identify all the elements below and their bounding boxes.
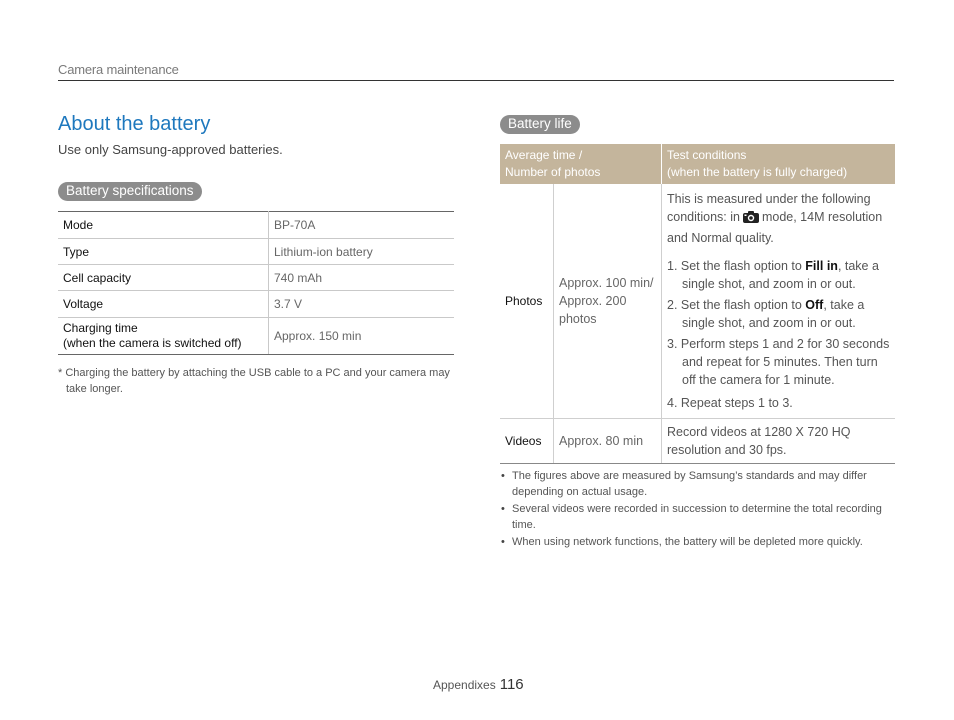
column-header-time — [500, 144, 662, 184]
table-row — [500, 184, 895, 418]
conditions-intro — [667, 190, 890, 247]
life-type: Videos — [500, 418, 554, 463]
page-subtitle: Use only Samsung-approved batteries. — [58, 142, 283, 157]
spec-label: Cell capacity — [58, 265, 269, 291]
page-number: 116 — [499, 676, 524, 693]
life-type: Photos — [500, 184, 554, 418]
table-row — [500, 418, 895, 463]
step-bold: Off — [805, 297, 824, 312]
smart-auto-camera-icon — [742, 210, 760, 229]
spec-label — [58, 318, 269, 355]
header-line: Number of photos — [505, 165, 601, 179]
life-time: Approx. 100 min/ Approx. 200 photos — [554, 184, 662, 418]
spec-value: 740 mAh — [269, 265, 455, 291]
spec-label-note: (when the camera is switched off) — [63, 336, 242, 350]
running-header: Camera maintenance — [58, 62, 179, 77]
step-bold: Fill in — [805, 258, 838, 273]
step-text: , take a single shot, and zoom in or out. — [682, 297, 865, 330]
battery-specs-heading: Battery specifications — [58, 182, 202, 201]
intro-text: mode, 14M resolution and Normal quality. — [667, 209, 883, 245]
battery-life-notes — [500, 468, 895, 551]
spec-value: Lithium-ion battery — [269, 239, 455, 265]
life-conditions — [662, 184, 896, 418]
table-row — [58, 318, 454, 355]
life-conditions: Record videos at 1280 X 720 HQ resolution and 30 fps. — [662, 418, 896, 463]
step-text: , take a single shot, and zoom in or out. — [682, 258, 879, 291]
intro-text: This is measured under the following conditions: in — [667, 191, 871, 224]
spec-value: Approx. 150 min — [269, 318, 455, 355]
column-header-conditions — [662, 144, 896, 184]
step-item: 3. Perform steps 1 and 2 for 30 seconds and repeat for 5 minutes. Then turn off the camera for 1 minute. — [667, 336, 890, 387]
battery-specs-table — [58, 211, 454, 355]
list-item: • Several videos were recorded in succession to determine the total recording time. — [500, 501, 895, 533]
battery-life-heading: Battery life — [500, 115, 580, 134]
step-item — [667, 296, 890, 332]
specs-footnote — [58, 365, 458, 397]
spec-label: Type — [58, 239, 269, 265]
step-text: 1. Set the flash option to — [667, 258, 806, 273]
footnote-text: * Charging the battery by attaching the USB cable to a PC and your camera may take longer. — [58, 367, 450, 395]
life-time: Approx. 80 min — [554, 418, 662, 463]
spec-value: BP-70A — [269, 212, 455, 239]
spec-value: 3.7 V — [269, 291, 455, 318]
table-row — [58, 212, 454, 239]
table-header-row — [500, 144, 895, 184]
header-line: (when the battery is fully charged) — [667, 165, 848, 179]
header-rule — [58, 80, 894, 81]
spec-label: Voltage — [58, 291, 269, 318]
footer-section: Appendixes — [433, 678, 496, 692]
list-item: • The figures above are measured by Samsung’s standards and may differ depending on actual usage. — [500, 468, 895, 500]
list-item: • When using network functions, the battery will be depleted more quickly. — [500, 534, 895, 550]
header-line: Average time / — [505, 148, 583, 162]
spec-label-line: Charging time — [63, 321, 138, 335]
step-item: 4. Repeat steps 1 to 3. — [667, 395, 793, 410]
table-row — [58, 239, 454, 265]
page-footer — [433, 676, 524, 693]
step-item — [667, 257, 890, 293]
header-line: Test conditions — [667, 148, 747, 162]
battery-life-table — [500, 144, 895, 464]
table-row — [58, 265, 454, 291]
spec-label: Mode — [58, 212, 269, 239]
page-title: About the battery — [58, 113, 211, 135]
table-row — [58, 291, 454, 318]
step-text: 2. Set the flash option to — [667, 297, 806, 312]
